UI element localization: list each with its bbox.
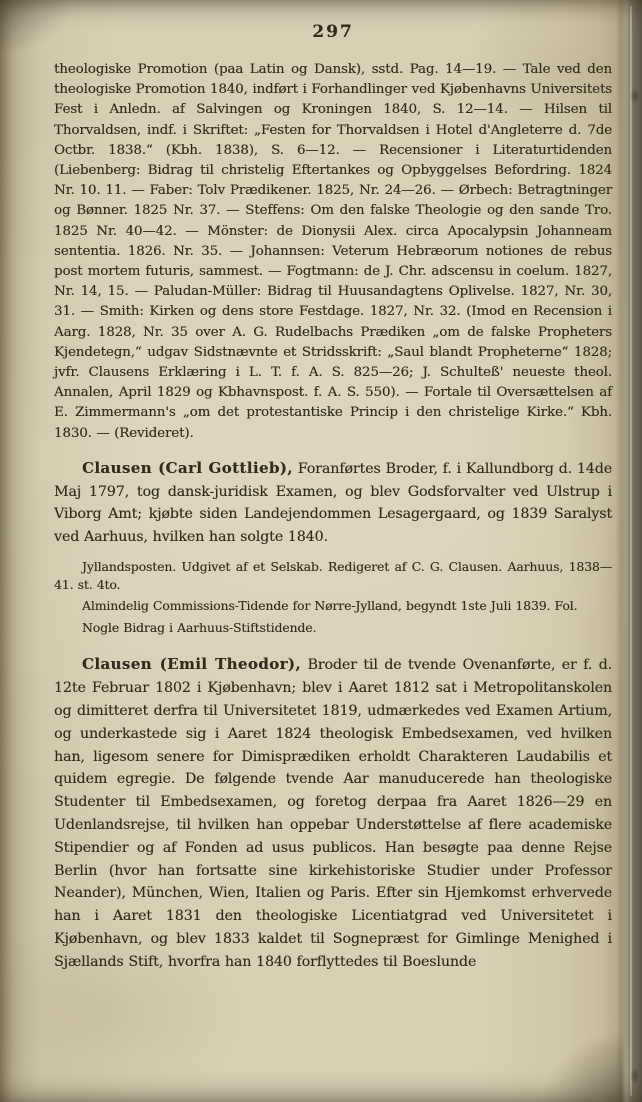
- entry-clausen-carl-gottlieb: [54, 457, 612, 549]
- page-edge-right: [616, 0, 642, 1102]
- bibliography-item: Jyllandsposten. Udgivet af et Selskab. Redigeret af C. G. Clausen. Aarhuus, 1838—41. st. 4to.: [54, 559, 612, 592]
- entry-clausen-emil-theodor: [54, 653, 612, 973]
- entry-text: Foranførtes Broder, f. i Kallundborg d. 14de Maj 1797, tog dansk-juridisk Examen, og blev Godsforvalter ved Ulstrup i Viborg Amt; kjøbte siden Landejendommen Lesagergaard, og 1839 Saralyst ved Aarhuus, hvilken han solgte 1840.: [54, 460, 612, 546]
- entry-name: Clausen (Carl Gottlieb),: [82, 458, 293, 477]
- bibliography-item: Nogle Bidrag i Aarhuus-Stiftstidende.: [82, 619, 317, 635]
- page-text-block: [54, 22, 612, 974]
- entry-text: Broder til de tvende Ovenanførte, er f. d. 12te Februar 1802 i Kjøbenhavn; blev i Aaret 1812 sat i Metropolitanskolen og dimitteret derfra til Universitetet 1819, udmærkedes ved Examen Artium, og underkastede sig i Aaret 1824 theologisk Embedsexamen, ved hvilken han, ligesom senere for Dimisprædiken erholdt Charakteren Laudabilis et quidem egregie. De følgende tvende Aar manuducerede han theologiske Studenter til Embedsexamen, og foretog derpaa fra Aaret 1826—29 en Udenlandsrejse, til hvilken han oppebar Understøttelse af flere academiske Stipendier og af Fonden ad usus publicos. Han besøgte paa denne Rejse Berlin (hvor han fortsatte sine kirkehistoriske Studier under Professor Neander), München, Wien, Italien og Paris. Efter sin Hjemkomst erhvervede han i Aaret 1831 den theologiske Licentiatgrad ved Universitetet i Kjøbenhavn, og blev 1833 kaldet til Sognepræst for Gimlinge Menighed i Sjællands Stift, hvorfra han 1840 forflyttedes til Boeslunde: [54, 657, 612, 970]
- page-edge-highlight: [630, 6, 632, 1096]
- continuation-paragraph: theologiske Promotion (paa Latin og Dansk), sstd. Pag. 14—19. — Tale ved den theologiske Promotion 1840, indført i Forhandlinger ved Kjøbenhavns Universitets Fest i Anledn. af Salvingen og Kroningen 1840, S. 12—14. — Hilsen til Thorvaldsen, indf. i Skriftet: „Festen for Thorvaldsen i Hotel d'Angleterre d. 7de Octbr. 1838.“ (Kbh. 1838), S. 6—12. — Recensioner i Literaturtidenden (Liebenberg: Bidrag til christelig Eftertankes og Opbyggelses Befordring. 1824 Nr. 10. 11. — Faber: Tolv Prædikener. 1825, Nr. 24—26. — Ørbech: Betragtninger og Bønner. 1825 Nr. 37. — Steffens: Om den falske Theologie og den sande Tro. 1825 Nr. 40—42. — Mönster: de Dionysii Alex. circa Apocalypsin Johanneam sententia. 1826. Nr. 35. — Johannsen: Veterum Hebræorum notiones de rebus post mortem futuris, sammest. — Fogtmann: de J. Chr. adscensu in coelum. 1827, Nr. 14, 15. — Paludan-Müller: Bidrag til Huusandagtens Oplivelse. 1827, Nr. 30, 31. — Smith: Kirken og dens store Festdage. 1827, Nr. 32. (Imod en Recension i Aarg. 1828, Nr. 35 over A. G. Rudelbachs Prædiken „om de falske Propheters Kjendetegn,“ udgav Sidstnævnte et Stridsskrift: „Saul blandt Propheterne“ 1828; jvfr. Clausens Erklæring i L. T. f. A. S. 825—26; J. Schulteß' neueste theol. Annalen, April 1829 og Kbhavnspost. f. A. S. 550). — Fortale til Oversættelsen af E. Zimmermann's „om det protestantiske Princip i den christelige Kirke.“ Kbh. 1830. — (Revideret).: [54, 62, 612, 441]
- bibliography-item: Almindelig Commissions-Tidende for Nørre-Jylland, begyndt 1ste Juli 1839. Fol.: [82, 598, 578, 614]
- page-number: 297: [312, 22, 354, 42]
- entry-name: Clausen (Emil Theodor),: [82, 655, 301, 674]
